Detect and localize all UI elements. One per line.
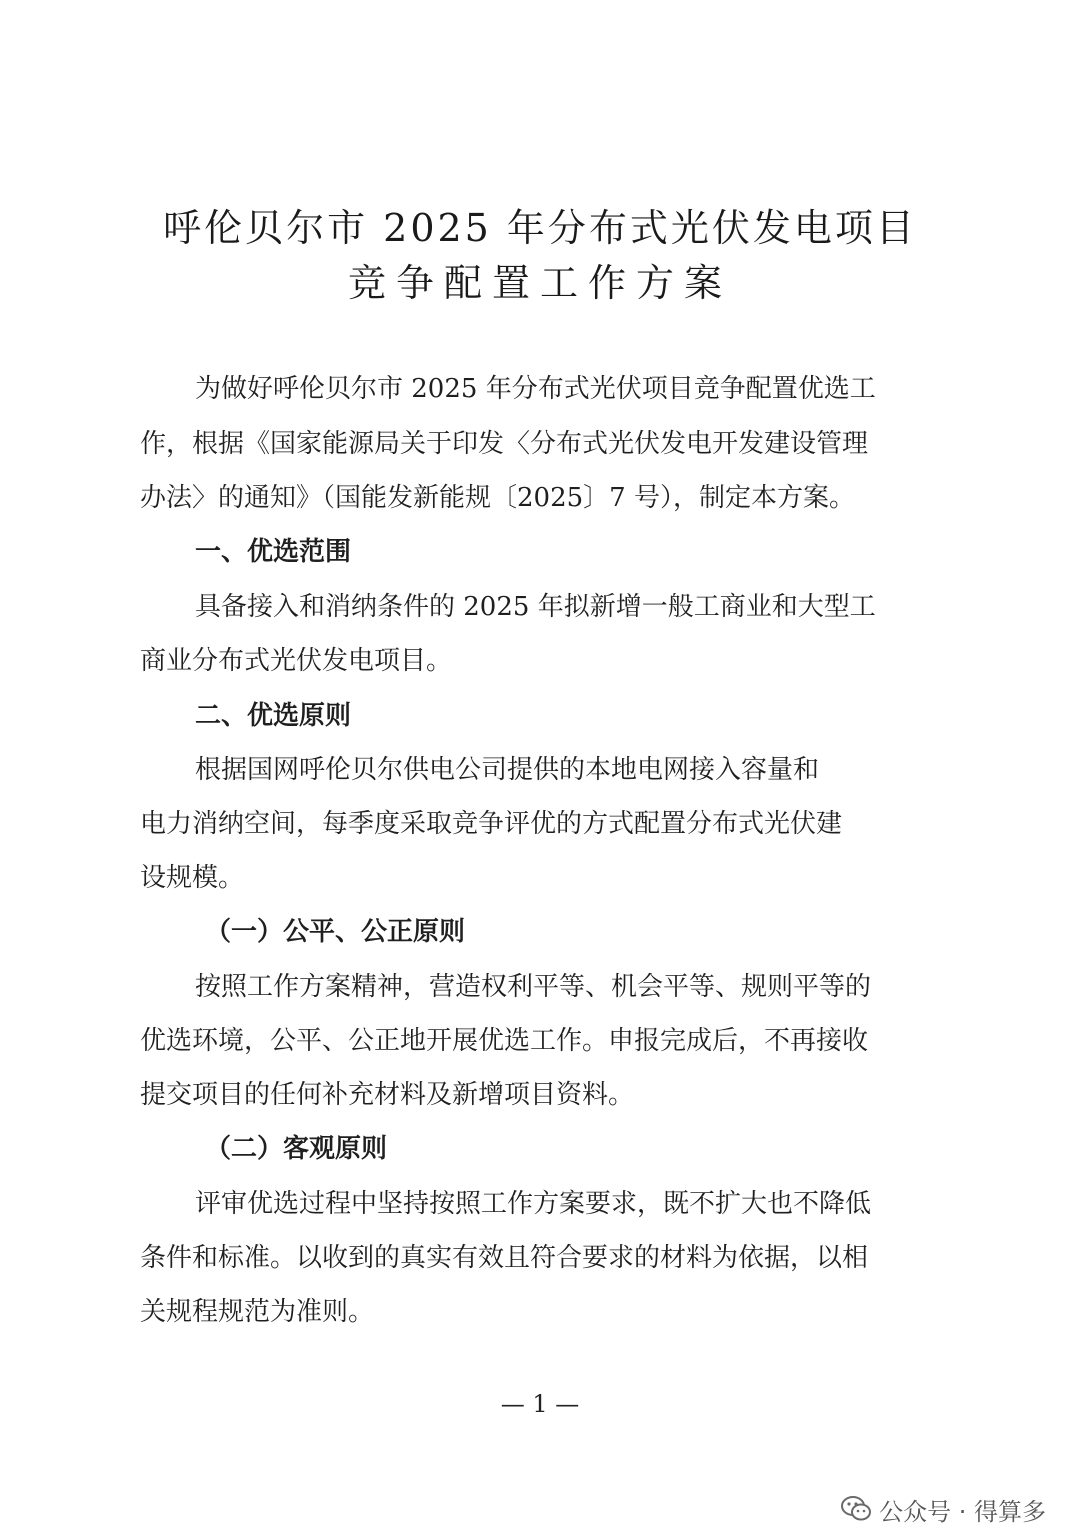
wechat-icon: [841, 1496, 871, 1522]
section-2-line-3: 设规模。: [140, 863, 245, 893]
section-1-line-1: 具备接入和消纳条件的 2025 年拟新增一般工商业和大型工: [195, 592, 876, 622]
subsection-1-line-2: 优选环境，公平、公正地开展优选工作。申报完成后，不再接收: [140, 1026, 869, 1056]
intro-line-3: 办法〉的通知》（国能发新能规〔2025〕7 号），制定本方案。: [140, 483, 855, 513]
watermark-text: 公众号 · 得算多: [879, 1497, 1046, 1526]
intro-line-1: 为做好呼伦贝尔市 2025 年分布式光伏项目竞争配置优选工: [195, 374, 876, 404]
document-title-line-1: 呼伦贝尔市 2025 年分布式光伏发电项目: [163, 206, 917, 250]
section-2-line-2: 电力消纳空间，每季度采取竞争评优的方式配置分布式光伏建: [140, 809, 843, 839]
subsection-2-line-1: 评审优选过程中坚持按照工作方案要求，既不扩大也不降低: [195, 1189, 872, 1219]
subsection-2-heading: （二）客观原则: [205, 1134, 388, 1164]
section-2-line-1: 根据国网呼伦贝尔供电公司提供的本地电网接入容量和: [195, 755, 820, 785]
page-number: — 1 —: [500, 1390, 580, 1418]
section-1-heading: 一、优选范围: [195, 537, 352, 567]
subsection-1-line-3: 提交项目的任何补充材料及新增项目资料。: [140, 1080, 635, 1110]
section-1-line-2: 商业分布式光伏发电项目。: [140, 646, 453, 676]
wechat-watermark: [841, 1493, 1046, 1525]
subsection-2-line-3: 关规程规范为准则。: [140, 1297, 375, 1327]
subsection-2-line-2: 条件和标准。以收到的真实有效且符合要求的材料为依据，以相: [140, 1243, 869, 1273]
intro-line-2: 作，根据《国家能源局关于印发〈分布式光伏发电开发建设管理: [140, 429, 869, 459]
section-2-heading: 二、优选原则: [195, 701, 352, 731]
subsection-1-line-1: 按照工作方案精神，营造权利平等、机会平等、规则平等的: [195, 972, 872, 1002]
subsection-1-heading: （一）公平、公正原则: [205, 917, 466, 947]
document-title-line-2: 竞争配置工作方案: [347, 261, 732, 305]
